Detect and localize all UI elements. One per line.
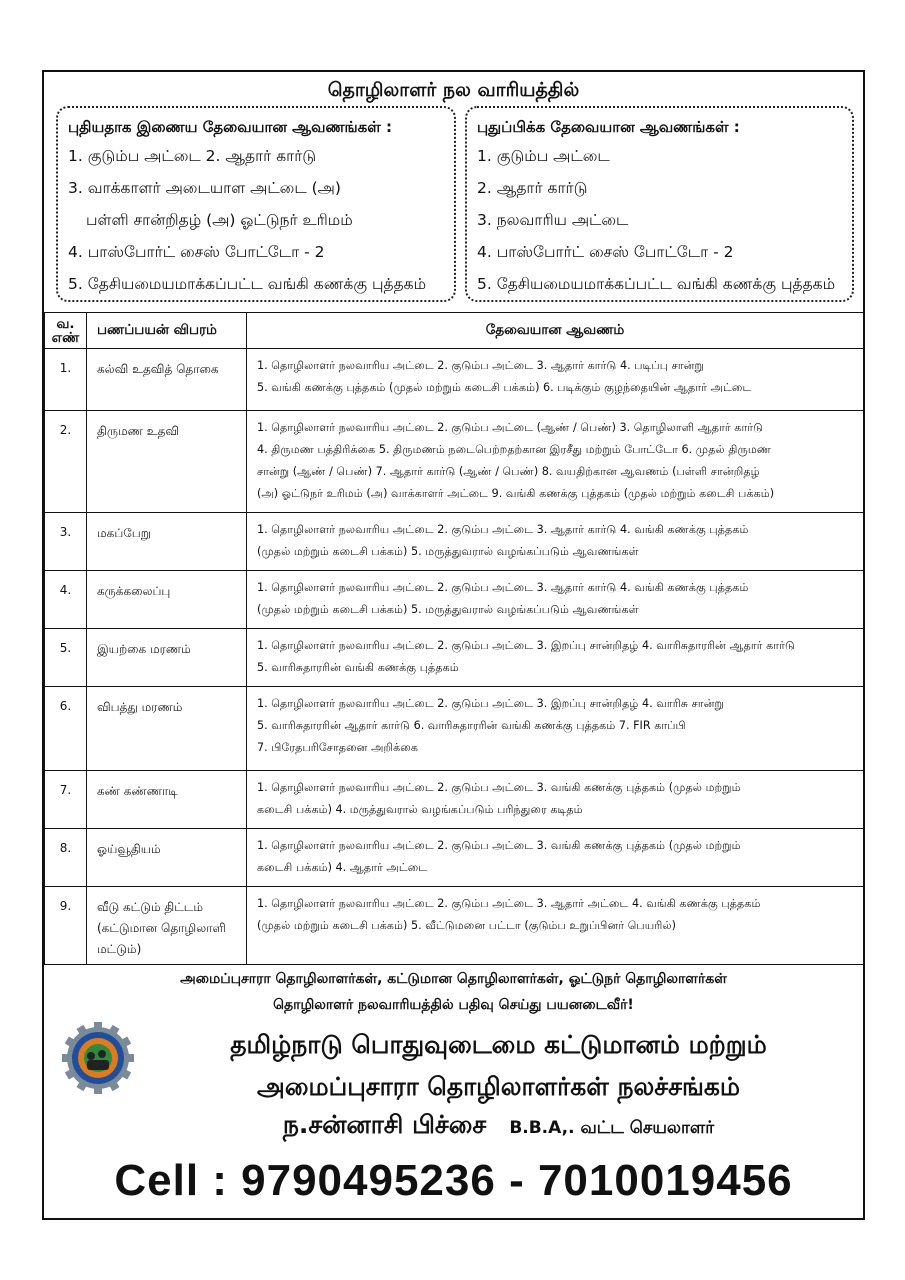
new-registration-line: 5. தேசியமையமாக்கப்பட்ட வங்கி கணக்கு புத்தகம் [68, 275, 427, 293]
document-line: 5. வாரிசுதாரரின் ஆதார் கார்டு 6. வாரிசுதாரரின் வங்கி கணக்கு புத்தகம் 7. FIR காப்பி [257, 719, 686, 732]
row-serial-number: 6. [45, 687, 87, 771]
document-line: 4. திருமண பத்திரிக்கை 5. திருமணம் நடைபெற்றதற்கான இரசீது மற்றும் போட்டோ 6. முதல் திருமண [257, 443, 772, 456]
document-line: 1. தொழிலாளர் நலவாரிய அட்டை 2. குடும்ப அட்டை 3. இறப்பு சான்றிதழ் 4. வாரிசுதாரரின் ஆதார் கார்டு [257, 639, 795, 652]
organization-name-line-2: அமைப்புசாரா தொழிலாளர்கள் நலச்சங்கம் [257, 1072, 740, 1101]
appeal-line-1: அமைப்புசாரா தொழிலாளர்கள், கட்டுமான தொழிலாளர்கள், ஓட்டுநர் தொழிலாளர்கள் [180, 971, 727, 987]
row-benefit [87, 687, 247, 771]
document-line: (முதல் மற்றும் கடைசி பக்கம்) 5. வீட்டுமனை பட்டா (குடும்ப உறுப்பினர் பெயரில்) [257, 919, 677, 932]
header-benefit: பணப்பயன் விபரம் [87, 313, 247, 349]
document-line: (அ) ஓட்டுநர் உரிமம் (அ) வாக்காளர் அட்டை 9. வங்கி கணக்கு புத்தகம் (முதல் மற்றும் கடைசி பக்கம்) [257, 487, 775, 500]
document-line: 1. தொழிலாளர் நலவாரிய அட்டை 2. குடும்ப அட்டை 3. ஆதார் கார்டு 4. படிப்பு சான்று [257, 359, 704, 372]
row-benefit [87, 829, 247, 887]
renewal-line: 5. தேசியமையமாக்கப்பட்ட வங்கி கணக்கு புத்தகம் [477, 275, 836, 293]
document-line: 1. தொழிலாளர் நலவாரிய அட்டை 2. குடும்ப அட்டை 3. இறப்பு சான்றிதழ் 4. வாரிசு சான்று [257, 697, 724, 710]
table-row [45, 629, 864, 687]
table-row [45, 571, 864, 629]
table-row [45, 687, 864, 771]
person-title: B.B.A,. வட்ட செயலாளர் [509, 1118, 715, 1138]
row-documents [247, 887, 864, 965]
row-serial-number: 4. [45, 571, 87, 629]
new-registration-line: 3. வாக்காளர் அடையாள அட்டை (அ) [68, 179, 341, 197]
document-line: 1. தொழிலாளர் நலவாரிய அட்டை 2. குடும்ப அட்டை 3. வங்கி கணக்கு புத்தகம் (முதல் மற்றும் [257, 781, 741, 794]
benefit-line: கல்வி உதவித் தொகை [97, 362, 219, 376]
union-gear-logo-icon [58, 1018, 138, 1098]
renewal-heading: புதுப்பிக்க தேவையான ஆவணங்கள் : [477, 118, 740, 136]
document-line: 1. தொழிலாளர் நலவாரிய அட்டை 2. குடும்ப அட்டை 3. வங்கி கணக்கு புத்தகம் (முதல் மற்றும் [257, 839, 741, 852]
row-serial-number: 9. [45, 887, 87, 965]
contact-person [134, 1110, 863, 1143]
row-documents [247, 829, 864, 887]
table-row [45, 829, 864, 887]
row-benefit [87, 629, 247, 687]
row-documents [247, 771, 864, 829]
renewal-box [465, 106, 854, 302]
benefit-line: விபத்து மரணம் [97, 700, 183, 714]
row-benefit [87, 571, 247, 629]
document-sheet [42, 70, 865, 1220]
document-line: 5. வாரிசுதாரரின் வங்கி கணக்கு புத்தகம் [257, 661, 459, 674]
document-line: கடைசி பக்கம்) 4. மருத்துவரால் வழங்கப்படும் பரிந்துரை கடிதம் [257, 803, 583, 816]
benefit-line: ஓய்வூதியம் [97, 842, 161, 856]
row-documents [247, 571, 864, 629]
table-body [45, 349, 864, 965]
row-benefit [87, 349, 247, 411]
new-registration-line: 4. பாஸ்போர்ட் சைஸ் போட்டோ - 2 [68, 243, 325, 261]
document-line: 1. தொழிலாளர் நலவாரிய அட்டை 2. குடும்ப அட்டை 3. ஆதார் கார்டு 4. வங்கி கணக்கு புத்தகம் [257, 523, 749, 536]
row-documents [247, 349, 864, 411]
document-line: (முதல் மற்றும் கடைசி பக்கம்) 5. மருத்துவரால் வழங்கப்படும் ஆவணங்கள் [257, 545, 639, 558]
document-line: 1. தொழிலாளர் நலவாரிய அட்டை 2. குடும்ப அட்டை 3. ஆதார் அட்டை 4. வங்கி கணக்கு புத்தகம் [257, 897, 761, 910]
table-row [45, 887, 864, 965]
table-row [45, 771, 864, 829]
renewal-line: 1. குடும்ப அட்டை [477, 147, 610, 165]
table-row [45, 349, 864, 411]
row-serial-number: 1. [45, 349, 87, 411]
benefit-line: வீடு கட்டும் திட்டம் [97, 900, 204, 914]
table-row [45, 411, 864, 513]
header-documents: தேவையான ஆவணம் [247, 313, 864, 349]
document-line: 7. பிரேதபரிசோதனை அறிக்கை [257, 741, 419, 754]
document-line: சான்று (ஆண் / பெண்) 7. ஆதார் கார்டு (ஆண் / பெண்) 8. வயதிற்கான ஆவணம் (பள்ளி சான்றிதழ் [257, 465, 760, 478]
benefit-line: திருமண உதவி [97, 424, 180, 438]
benefit-line: கருக்கலைப்பு [97, 584, 171, 598]
benefit-line: இயற்கை மரணம் [97, 642, 191, 656]
benefits-table [44, 312, 864, 965]
row-documents [247, 629, 864, 687]
row-serial-number: 3. [45, 513, 87, 571]
row-documents [247, 513, 864, 571]
person-name: ந.சன்னாசி பிச்சை [282, 1110, 487, 1139]
document-line: 5. வங்கி கணக்கு புத்தகம் (முதல் மற்றும் கடைசி பக்கம்) 6. படிக்கும் குழந்தையின் ஆதார் அட்டை [257, 381, 752, 394]
registration-appeal [44, 966, 863, 1018]
row-documents [247, 687, 864, 771]
row-benefit [87, 887, 247, 965]
table-row [45, 513, 864, 571]
document-line: 1. தொழிலாளர் நலவாரிய அட்டை 2. குடும்ப அட்டை 3. ஆதார் கார்டு 4. வங்கி கணக்கு புத்தகம் [257, 581, 749, 594]
new-registration-heading: புதியதாக இணைய தேவையான ஆவணங்கள் : [68, 118, 393, 136]
renewal-line: 2. ஆதார் கார்டு [477, 179, 588, 197]
benefit-line: கண் கண்ணாடி [97, 784, 178, 798]
phone-numbers: Cell : 9790495236 - 7010019456 [114, 1156, 793, 1205]
renewal-line: 4. பாஸ்போர்ட் சைஸ் போட்டோ - 2 [477, 243, 734, 261]
document-line: கடைசி பக்கம்) 4. ஆதார் அட்டை [257, 861, 428, 874]
row-benefit [87, 513, 247, 571]
row-serial-number: 7. [45, 771, 87, 829]
table-header-row [45, 313, 864, 349]
header-serial-number: வ. எண் [45, 313, 87, 349]
new-registration-line: பள்ளி சான்றிதழ் (அ) ஓட்டுநர் உரிமம் [86, 211, 353, 229]
row-serial-number: 2. [45, 411, 87, 513]
document-line: 1. தொழிலாளர் நலவாரிய அட்டை 2. குடும்ப அட்டை (ஆண் / பெண்) 3. தொழிலாளி ஆதார் கார்டு [257, 421, 764, 434]
page-title: தொழிலாளர் நல வாரியத்தில் [327, 79, 580, 101]
benefit-line: மகப்பேறு [97, 526, 151, 540]
row-benefit [87, 771, 247, 829]
row-benefit [87, 411, 247, 513]
document-line: (முதல் மற்றும் கடைசி பக்கம்) 5. மருத்துவரால் வழங்கப்படும் ஆவணங்கள் [257, 603, 639, 616]
benefit-line: (கட்டுமான தொழிலாளி [97, 921, 226, 935]
renewal-line: 3. நலவாரிய அட்டை [477, 211, 629, 229]
new-registration-line: 1. குடும்ப அட்டை 2. ஆதார் கார்டு [68, 147, 317, 165]
row-documents [247, 411, 864, 513]
benefit-line: மட்டும்) [97, 942, 142, 956]
row-serial-number: 8. [45, 829, 87, 887]
appeal-line-2: தொழிலாளர் நலவாரியத்தில் பதிவு செய்து பயனடைவீர்! [273, 997, 634, 1013]
new-registration-box [56, 106, 456, 302]
row-serial-number: 5. [45, 629, 87, 687]
organization-name-line-1: தமிழ்நாடு பொதுவுடைமை கட்டுமானம் மற்றும் [230, 1030, 767, 1059]
